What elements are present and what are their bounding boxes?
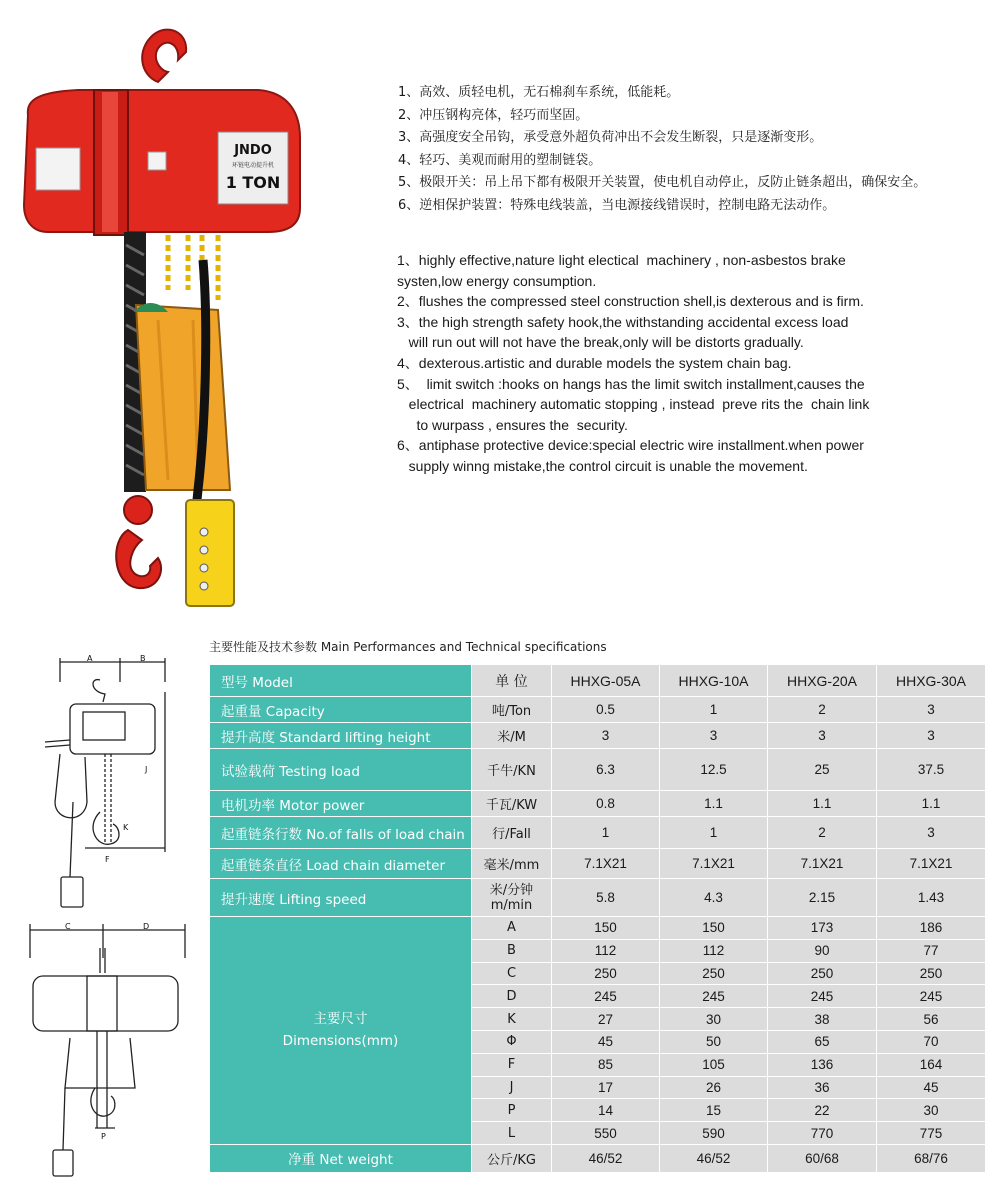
table-cell: 245 <box>768 985 877 1008</box>
row-unit: B <box>472 939 552 962</box>
table-cell: 2 <box>768 817 877 849</box>
table-cell: 250 <box>552 962 660 985</box>
table-cell: 250 <box>768 962 877 985</box>
row-label: 起重链条行数 No.of falls of load chain <box>210 817 472 849</box>
drawing-label: F <box>105 855 110 864</box>
product-subtitle-text: 环链电动提升机 <box>231 162 275 169</box>
table-cell: 25 <box>768 749 877 791</box>
drawing-label: A <box>87 654 93 663</box>
table-cell: 1.1 <box>660 791 768 817</box>
table-cell: 150 <box>552 917 660 940</box>
table-cell: 7.1X21 <box>768 849 877 879</box>
row-unit: 千瓦/KW <box>472 791 552 817</box>
row-label: 试验载荷 Testing load <box>210 749 472 791</box>
row-unit: 千牛/KN <box>472 749 552 791</box>
table-cell: 105 <box>660 1053 768 1076</box>
table-cell: 590 <box>660 1122 768 1145</box>
table-cell: 112 <box>660 939 768 962</box>
feature-en-item: 2、flushes the compressed steel construction shell,is dexterous and is firm. <box>397 293 864 310</box>
header-model-cell: HHXG-30A <box>877 665 986 697</box>
row-unit: 行/Fall <box>472 817 552 849</box>
header-model-label: 型号 Model <box>210 665 472 697</box>
table-cell: 3 <box>877 723 986 749</box>
table-cell: 245 <box>552 985 660 1008</box>
feature-cn-item: 1、高效、质轻电机，无石棉刹车系统，低能耗。 <box>398 85 680 100</box>
table-row <box>210 749 986 791</box>
row-unit: F <box>472 1053 552 1076</box>
product-capacity-text: 1 TON <box>225 173 281 192</box>
table-cell: 45 <box>877 1076 986 1099</box>
table-cell: 2.15 <box>768 879 877 917</box>
table-cell: 3 <box>660 723 768 749</box>
table-header-row <box>210 665 986 697</box>
row-unit: 公斤/KG <box>472 1144 552 1172</box>
dimensions-label-cell <box>210 917 472 1145</box>
table-cell: 46/52 <box>660 1144 768 1172</box>
table-cell: 12.5 <box>660 749 768 791</box>
feature-en-item: 1、highly effective,nature light electical machinery , non-asbestos brake systen,low energy consumption. <box>397 252 850 289</box>
table-cell: 3 <box>877 817 986 849</box>
table-cell: 6.3 <box>552 749 660 791</box>
table-cell: 0.8 <box>552 791 660 817</box>
table-cell: 550 <box>552 1122 660 1145</box>
drawing-label: K <box>123 823 129 832</box>
row-unit: C <box>472 962 552 985</box>
net-weight-label: 净重 Net weight <box>210 1144 472 1172</box>
table-cell: 70 <box>877 1030 986 1053</box>
drawing-label: P <box>101 1132 106 1141</box>
table-cell: 68/76 <box>877 1144 986 1172</box>
table-row <box>210 817 986 849</box>
table-cell: 250 <box>877 962 986 985</box>
table-cell: 1 <box>660 817 768 849</box>
table-cell: 150 <box>660 917 768 940</box>
table-row <box>210 791 986 817</box>
drawing-label: D <box>143 922 150 931</box>
row-label: 提升高度 Standard lifting height <box>210 723 472 749</box>
table-cell: 770 <box>768 1122 877 1145</box>
table-cell: 46/52 <box>552 1144 660 1172</box>
table-cell: 245 <box>660 985 768 1008</box>
hoist-product-image <box>18 20 308 610</box>
table-cell: 36 <box>768 1076 877 1099</box>
table-row <box>210 879 986 917</box>
drawing-label: B <box>140 654 146 663</box>
table-cell: 0.5 <box>552 697 660 723</box>
header-model-cell: HHXG-20A <box>768 665 877 697</box>
table-cell: 1.1 <box>768 791 877 817</box>
table-cell: 1 <box>660 697 768 723</box>
row-unit: 吨/Ton <box>472 697 552 723</box>
row-unit: K <box>472 1008 552 1031</box>
table-cell: 136 <box>768 1053 877 1076</box>
feature-en-item: 3、the high strength safety hook,the withstanding accidental excess load will run out will not have the break,only will be distorts gradually. <box>397 313 849 351</box>
table-cell: 56 <box>877 1008 986 1031</box>
row-unit: J <box>472 1076 552 1099</box>
table-row <box>210 1144 986 1172</box>
table-cell: 7.1X21 <box>660 849 768 879</box>
row-unit: Φ <box>472 1030 552 1053</box>
table-cell: 22 <box>768 1099 877 1122</box>
feature-cn-item: 2、冲压钢构亮体，轻巧而坚固。 <box>398 107 589 123</box>
table-cell: 112 <box>552 939 660 962</box>
table-cell: 90 <box>768 939 877 962</box>
header-model-cell: HHXG-10A <box>660 665 768 697</box>
dimensions-label-en: Dimensions(mm) <box>282 1033 399 1050</box>
dimension-drawing-side <box>25 918 190 1180</box>
table-cell: 173 <box>768 917 877 940</box>
feature-en-item: 6、antiphase protective device:special electric wire installment.when power supply winng mistake,the control circuit is unable the movement. <box>397 437 864 474</box>
product-brand-text: JNDO <box>234 143 272 158</box>
table-cell: 77 <box>877 939 986 962</box>
table-cell: 7.1X21 <box>552 849 660 879</box>
table-cell: 1.43 <box>877 879 986 917</box>
header-model-cell: HHXG-05A <box>552 665 660 697</box>
table-cell: 26 <box>660 1076 768 1099</box>
table-cell: 3 <box>768 723 877 749</box>
feature-en-item: 5、 limit switch :hooks on hangs has the limit switch installment,causes the electrical machinery automatic stopping , instead preve rits the chain link to wurpass , ensures the security. <box>397 375 870 433</box>
row-label: 起重量 Capacity <box>210 697 472 723</box>
table-cell: 3 <box>552 723 660 749</box>
row-unit: D <box>472 985 552 1008</box>
table-cell: 775 <box>877 1122 986 1145</box>
table-cell: 30 <box>660 1008 768 1031</box>
row-unit: 米/分钟 m/min <box>472 879 552 917</box>
table-cell: 65 <box>768 1030 877 1053</box>
row-unit: A <box>472 917 552 940</box>
drawing-label: J <box>145 765 148 774</box>
table-cell: 30 <box>877 1099 986 1122</box>
table-cell: 1 <box>552 817 660 849</box>
dimensions-label-cn: 主要尺寸 <box>313 1011 368 1028</box>
features-english-list <box>397 250 897 477</box>
feature-cn-item: 4、轻巧、美观而耐用的塑制链袋。 <box>398 152 602 168</box>
table-cell: 60/68 <box>768 1144 877 1172</box>
row-unit: 米/M <box>472 723 552 749</box>
feature-cn-item: 5、极限开关：吊上吊下都有极限开关装置，使电机自动停止，反防止链条超出，确保安全。 <box>398 175 927 191</box>
row-label: 电机功率 Motor power <box>210 791 472 817</box>
table-cell: 1.1 <box>877 791 986 817</box>
spec-table <box>209 664 986 1173</box>
features-chinese-list <box>398 82 978 218</box>
table-cell: 37.5 <box>877 749 986 791</box>
table-cell: 17 <box>552 1076 660 1099</box>
table-cell: 85 <box>552 1053 660 1076</box>
table-cell: 164 <box>877 1053 986 1076</box>
header-unit-label: 单 位 <box>472 665 552 697</box>
table-cell: 14 <box>552 1099 660 1122</box>
row-label: 提升速度 Lifting speed <box>210 879 472 917</box>
table-cell: 7.1X21 <box>877 849 986 879</box>
table-cell: 250 <box>660 962 768 985</box>
drawing-label: C <box>65 922 71 931</box>
table-cell: 3 <box>877 697 986 723</box>
table-cell: 4.3 <box>660 879 768 917</box>
table-cell: 45 <box>552 1030 660 1053</box>
table-cell: 2 <box>768 697 877 723</box>
row-unit: P <box>472 1099 552 1122</box>
table-cell: 38 <box>768 1008 877 1031</box>
spec-section-heading: 主要性能及技术参数 Main Performances and Technical specifications <box>209 640 607 654</box>
feature-cn-item: 3、高强度安全吊钩，承受意外超负荷冲出不会发生断裂，只是逐渐变形。 <box>398 130 823 146</box>
table-row <box>210 849 986 879</box>
table-cell: 245 <box>877 985 986 1008</box>
row-unit: 毫米/mm <box>472 849 552 879</box>
table-row <box>210 723 986 749</box>
dimension-drawing-front <box>25 652 175 912</box>
feature-en-item: 4、dexterous.artistic and durable models the system chain bag. <box>397 354 792 371</box>
table-cell: 27 <box>552 1008 660 1031</box>
table-cell: 50 <box>660 1030 768 1053</box>
table-cell: 5.8 <box>552 879 660 917</box>
table-cell: 15 <box>660 1099 768 1122</box>
table-cell: 186 <box>877 917 986 940</box>
row-label: 起重链条直径 Load chain diameter <box>210 849 472 879</box>
table-row <box>210 697 986 723</box>
feature-cn-item: 6、逆相保护装置：特殊电线装盖，当电源接线错误时，控制电路无法动作。 <box>398 197 836 213</box>
table-row <box>210 917 986 940</box>
row-unit: L <box>472 1122 552 1145</box>
